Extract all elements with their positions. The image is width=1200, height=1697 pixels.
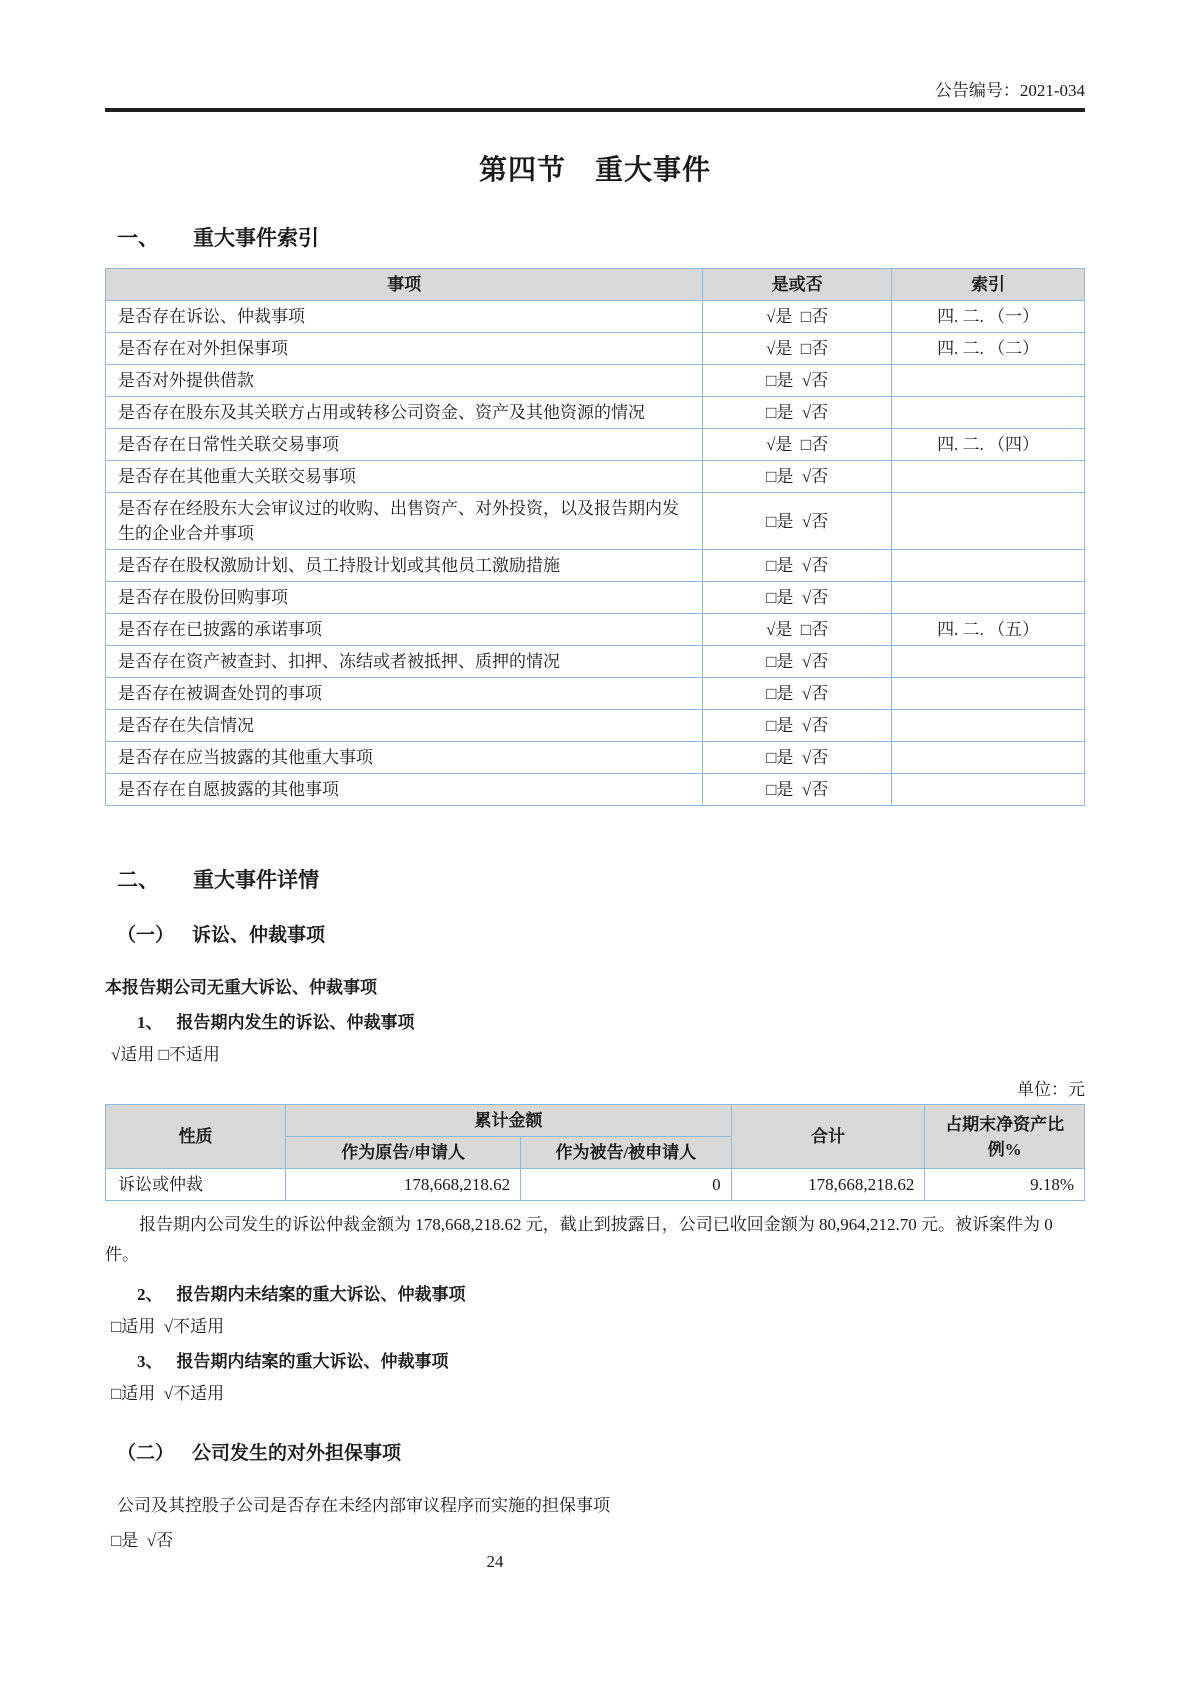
column-header-nature: 性质 bbox=[106, 1105, 286, 1169]
index-ref-cell bbox=[892, 646, 1085, 678]
column-header-item: 事项 bbox=[106, 269, 703, 301]
table-row bbox=[106, 582, 1085, 614]
index-item-cell: 是否存在资产被查封、扣押、冻结或者被抵押、质押的情况 bbox=[106, 646, 703, 678]
index-answer-cell: □是 √否 bbox=[703, 646, 892, 678]
table-row bbox=[106, 301, 1085, 333]
subsection-lawsuit-heading bbox=[117, 920, 1085, 947]
guarantee-question: 公司及其控股子公司是否存在未经内部审议程序而实施的担保事项 bbox=[117, 1496, 610, 1515]
table-row bbox=[106, 461, 1085, 493]
no-major-lawsuit-note: 本报告期公司无重大诉讼、仲裁事项 bbox=[105, 978, 377, 997]
index-item-cell: 是否存在应当披露的其他重大事项 bbox=[106, 742, 703, 774]
index-item-cell: 是否存在自愿披露的其他事项 bbox=[106, 774, 703, 806]
item2-title: 报告期内未结案的重大诉讼、仲裁事项 bbox=[176, 1285, 466, 1304]
index-answer-cell: □是 √否 bbox=[703, 493, 892, 550]
index-answer-cell: √是 □否 bbox=[703, 301, 892, 333]
defendant-amount-cell: 0 bbox=[521, 1169, 731, 1201]
index-ref-cell bbox=[892, 582, 1085, 614]
index-item-cell: 是否存在被调查处罚的事项 bbox=[106, 678, 703, 710]
page-number: 24 bbox=[486, 1552, 504, 1571]
unit-label: 单位：元 bbox=[1017, 1080, 1085, 1099]
index-item-cell: 是否存在对外担保事项 bbox=[106, 333, 703, 365]
table-header-row bbox=[106, 269, 1085, 301]
column-header-defendant: 作为被告/被申请人 bbox=[521, 1137, 731, 1169]
guarantee-answer-checkline: □是 √否 bbox=[111, 1531, 174, 1550]
item1-title: 报告期内发生的诉讼、仲裁事项 bbox=[176, 1013, 415, 1032]
index-ref-cell bbox=[892, 550, 1085, 582]
item2-number: 2、 bbox=[137, 1285, 163, 1304]
column-header-index: 索引 bbox=[892, 269, 1085, 301]
index-table-body bbox=[106, 301, 1085, 806]
section-details-heading bbox=[117, 864, 1085, 894]
total-amount-cell: 178,668,218.62 bbox=[731, 1169, 925, 1201]
table-row bbox=[106, 614, 1085, 646]
index-ref-cell bbox=[892, 493, 1085, 550]
index-item-cell: 是否存在股权激励计划、员工持股计划或其他员工激励措施 bbox=[106, 550, 703, 582]
column-header-yes-no: 是或否 bbox=[703, 269, 892, 301]
table-row bbox=[106, 397, 1085, 429]
index-answer-cell: □是 √否 bbox=[703, 710, 892, 742]
subsection-lawsuit-title: 诉讼、仲裁事项 bbox=[192, 925, 326, 946]
lawsuit-amount-table bbox=[105, 1104, 1085, 1201]
page-title: 第四节 重大事件 bbox=[478, 155, 711, 186]
table-row bbox=[106, 774, 1085, 806]
table-row bbox=[106, 429, 1085, 461]
section-details-title: 重大事件详情 bbox=[193, 868, 319, 892]
plaintiff-amount-cell: 178,668,218.62 bbox=[286, 1169, 521, 1201]
table-row bbox=[106, 365, 1085, 397]
column-header-ratio: 占期末净资产比例% bbox=[925, 1105, 1085, 1169]
index-item-cell: 是否存在其他重大关联交易事项 bbox=[106, 461, 703, 493]
subsection-guarantee-heading bbox=[117, 1438, 1085, 1465]
table-row bbox=[106, 493, 1085, 550]
index-ref-cell bbox=[892, 742, 1085, 774]
index-answer-cell: √是 □否 bbox=[703, 429, 892, 461]
table-row bbox=[106, 1169, 1085, 1201]
index-ref-cell bbox=[892, 774, 1085, 806]
column-header-cumulative: 累计金额 bbox=[286, 1105, 731, 1137]
subsection-lawsuit-number: （一） bbox=[117, 925, 175, 946]
index-ref-cell bbox=[892, 397, 1085, 429]
index-item-cell: 是否对外提供借款 bbox=[106, 365, 703, 397]
table-row bbox=[106, 710, 1085, 742]
index-ref-cell bbox=[892, 461, 1085, 493]
index-ref-cell: 四. 二. （一） bbox=[892, 301, 1085, 333]
index-item-cell: 是否存在日常性关联交易事项 bbox=[106, 429, 703, 461]
index-answer-cell: □是 √否 bbox=[703, 678, 892, 710]
table-header-row bbox=[106, 1105, 1085, 1137]
column-header-plaintiff: 作为原告/申请人 bbox=[286, 1137, 521, 1169]
index-answer-cell: √是 □否 bbox=[703, 333, 892, 365]
index-answer-cell: □是 √否 bbox=[703, 365, 892, 397]
table-row bbox=[106, 646, 1085, 678]
index-answer-cell: □是 √否 bbox=[703, 397, 892, 429]
section-index-number: 一、 bbox=[117, 226, 159, 250]
index-answer-cell: √是 □否 bbox=[703, 614, 892, 646]
table-row bbox=[106, 742, 1085, 774]
item3-number: 3、 bbox=[137, 1352, 163, 1371]
index-item-cell: 是否存在经股东大会审议过的收购、出售资产、对外投资，以及报告期内发生的企业合并事项 bbox=[106, 493, 703, 550]
index-answer-cell: □是 √否 bbox=[703, 774, 892, 806]
item1-heading bbox=[137, 1008, 1085, 1033]
item1-applicable-checkline: √适用 □不适用 bbox=[111, 1045, 220, 1064]
lawsuit-summary-paragraph: 报告期内公司发生的诉讼仲裁金额为 178,668,218.62 元，截止到披露日，公司已收回金额为 80,964,212.70 元。被诉案件为 0 件。 bbox=[105, 1215, 1053, 1264]
item2-applicable-checkline: □适用 √不适用 bbox=[111, 1317, 225, 1336]
index-answer-cell: □是 √否 bbox=[703, 742, 892, 774]
ratio-cell: 9.18% bbox=[925, 1169, 1085, 1201]
section-index-title: 重大事件索引 bbox=[193, 226, 319, 250]
section-details-number: 二、 bbox=[117, 868, 159, 892]
index-item-cell: 是否存在已披露的承诺事项 bbox=[106, 614, 703, 646]
index-item-cell: 是否存在股东及其关联方占用或转移公司资金、资产及其他资源的情况 bbox=[106, 397, 703, 429]
index-answer-cell: □是 √否 bbox=[703, 550, 892, 582]
index-ref-cell bbox=[892, 710, 1085, 742]
announcement-number: 公告编号：2021-034 bbox=[934, 81, 1085, 100]
nature-cell: 诉讼或仲裁 bbox=[106, 1169, 286, 1201]
item3-title: 报告期内结案的重大诉讼、仲裁事项 bbox=[176, 1352, 449, 1371]
index-ref-cell: 四. 二. （四） bbox=[892, 429, 1085, 461]
index-ref-cell: 四. 二. （二） bbox=[892, 333, 1085, 365]
index-ref-cell bbox=[892, 678, 1085, 710]
index-ref-cell bbox=[892, 365, 1085, 397]
item1-number: 1、 bbox=[137, 1013, 163, 1032]
index-answer-cell: □是 √否 bbox=[703, 582, 892, 614]
column-header-total: 合计 bbox=[731, 1105, 925, 1169]
item2-heading bbox=[137, 1280, 1085, 1305]
item3-applicable-checkline: □适用 √不适用 bbox=[111, 1384, 225, 1403]
section-index-heading bbox=[117, 222, 1085, 252]
table-row bbox=[106, 333, 1085, 365]
table-row bbox=[106, 550, 1085, 582]
index-item-cell: 是否存在股份回购事项 bbox=[106, 582, 703, 614]
index-item-cell: 是否存在失信情况 bbox=[106, 710, 703, 742]
index-ref-cell: 四. 二. （五） bbox=[892, 614, 1085, 646]
item3-heading bbox=[137, 1347, 1085, 1372]
table-row bbox=[106, 678, 1085, 710]
index-answer-cell: □是 √否 bbox=[703, 461, 892, 493]
major-events-index-table bbox=[105, 268, 1085, 806]
subsection-guarantee-title: 公司发生的对外担保事项 bbox=[192, 1443, 402, 1464]
header-rule bbox=[105, 108, 1085, 112]
index-item-cell: 是否存在诉讼、仲裁事项 bbox=[106, 301, 703, 333]
subsection-guarantee-number: （二） bbox=[117, 1443, 175, 1464]
